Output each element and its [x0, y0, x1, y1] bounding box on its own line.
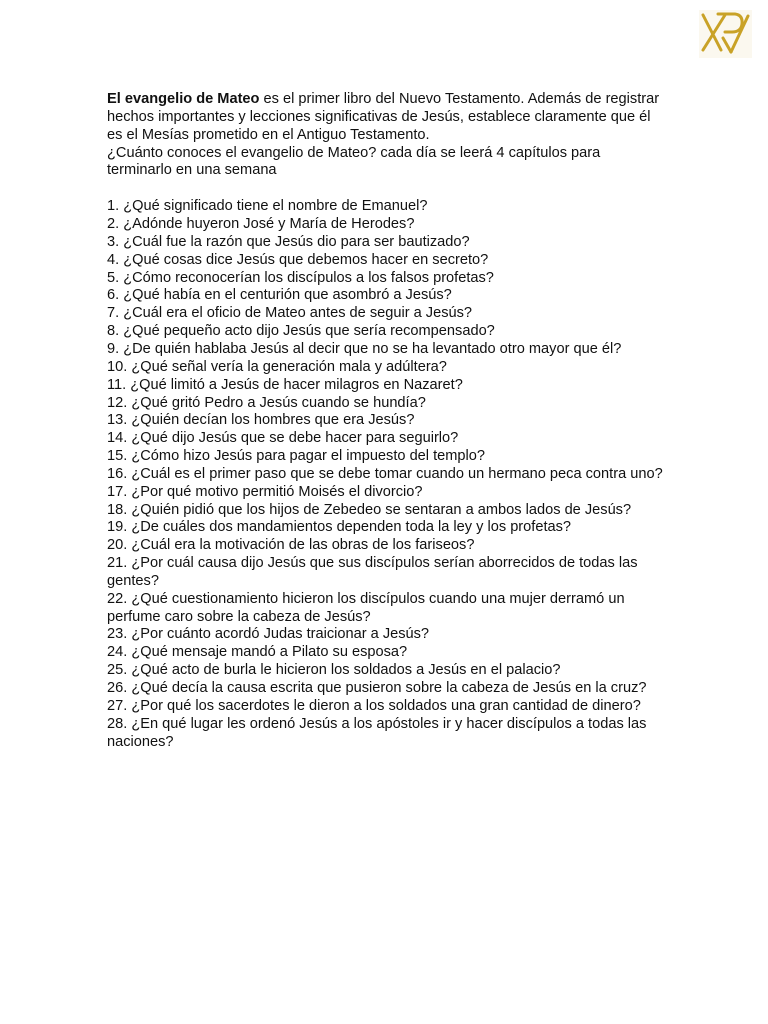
question-item: 19. ¿De cuáles dos mandamientos dependen toda la ley y los profetas?: [107, 519, 572, 536]
question-list: [107, 198, 667, 751]
logo: [699, 10, 752, 58]
question-item: 28. ¿En qué lugar les ordenó Jesús a los apóstoles ir y hacer discípulos a todas las naciones?: [107, 715, 647, 750]
question-item: 4. ¿Qué cosas dice Jesús que debemos hacer en secreto?: [107, 251, 489, 268]
question-item: 20. ¿Cuál era la motivación de las obras de los fariseos?: [107, 537, 475, 554]
question-item: 18. ¿Quién pidió que los hijos de Zebedeo se sentaran a ambos lados de Jesús?: [107, 501, 632, 518]
question-item: 11. ¿Qué limitó a Jesús de hacer milagros en Nazaret?: [107, 376, 463, 393]
document-body: [107, 91, 667, 751]
question-item: 16. ¿Cuál es el primer paso que se debe tomar cuando un hermano peca contra uno?: [107, 465, 663, 482]
question-item: 9. ¿De quién hablaba Jesús al decir que no se ha levantado otro mayor que él?: [107, 340, 622, 357]
question-item: 14. ¿Qué dijo Jesús que se debe hacer para seguirlo?: [107, 430, 459, 447]
question-item: 8. ¿Qué pequeño acto dijo Jesús que sería recompensado?: [107, 323, 495, 340]
xpv-monogram-icon: [699, 10, 752, 58]
intro-paragraph: [107, 91, 667, 145]
question-item: 1. ¿Qué significado tiene el nombre de Emanuel?: [107, 198, 428, 215]
question-item: 17. ¿Por qué motivo permitió Moisés el divorcio?: [107, 483, 423, 500]
question-item: 27. ¿Por qué los sacerdotes le dieron a los soldados una gran cantidad de dinero?: [107, 697, 641, 714]
question-item: 10. ¿Qué señal vería la generación mala y adúltera?: [107, 358, 447, 375]
question-item: 21. ¿Por cuál causa dijo Jesús que sus discípulos serían aborrecidos de todas las gentes?: [107, 555, 638, 589]
question-item: 5. ¿Cómo reconocerían los discípulos a los falsos profetas?: [107, 269, 494, 286]
question-item: 12. ¿Qué gritó Pedro a Jesús cuando se hundía?: [107, 394, 426, 411]
question-item: 7. ¿Cuál era el oficio de Mateo antes de seguir a Jesús?: [107, 305, 473, 322]
question-item: 24. ¿Qué mensaje mandó a Pilato su esposa?: [107, 644, 408, 661]
question-item: 2. ¿Adónde huyeron José y María de Herodes?: [107, 216, 415, 233]
question-item: 6. ¿Qué había en el centurión que asombró a Jesús?: [107, 287, 452, 304]
intro-subtitle: ¿Cuánto conoces el evangelio de Mateo? cada día se leerá 4 capítulos para terminarlo en una semana: [107, 144, 601, 179]
question-item: 13. ¿Quién decían los hombres que era Jesús?: [107, 412, 415, 429]
question-item: 3. ¿Cuál fue la razón que Jesús dio para ser bautizado?: [107, 233, 470, 250]
document-title: El evangelio de Mateo: [107, 91, 260, 107]
question-item: 15. ¿Cómo hizo Jesús para pagar el impuesto del templo?: [107, 448, 486, 465]
question-item: 25. ¿Qué acto de burla le hicieron los soldados a Jesús en el palacio?: [107, 662, 561, 679]
intro: [107, 91, 667, 180]
question-item: 22. ¿Qué cuestionamiento hicieron los discípulos cuando una mujer derramó un perfume caro sobre la cabeza de Jesús?: [107, 590, 625, 625]
question-item: 23. ¿Por cuánto acordó Judas traicionar a Jesús?: [107, 626, 430, 643]
intro-text: es el primer libro del Nuevo Testamento. Además de registrar hechos importantes y lecciones significativas de Jesús, establece claramente que él es el Mesías prometido en el Antiguo Testamento.: [107, 91, 660, 143]
question-item: 26. ¿Qué decía la causa escrita que pusieron sobre la cabeza de Jesús en la cruz?: [107, 680, 647, 696]
